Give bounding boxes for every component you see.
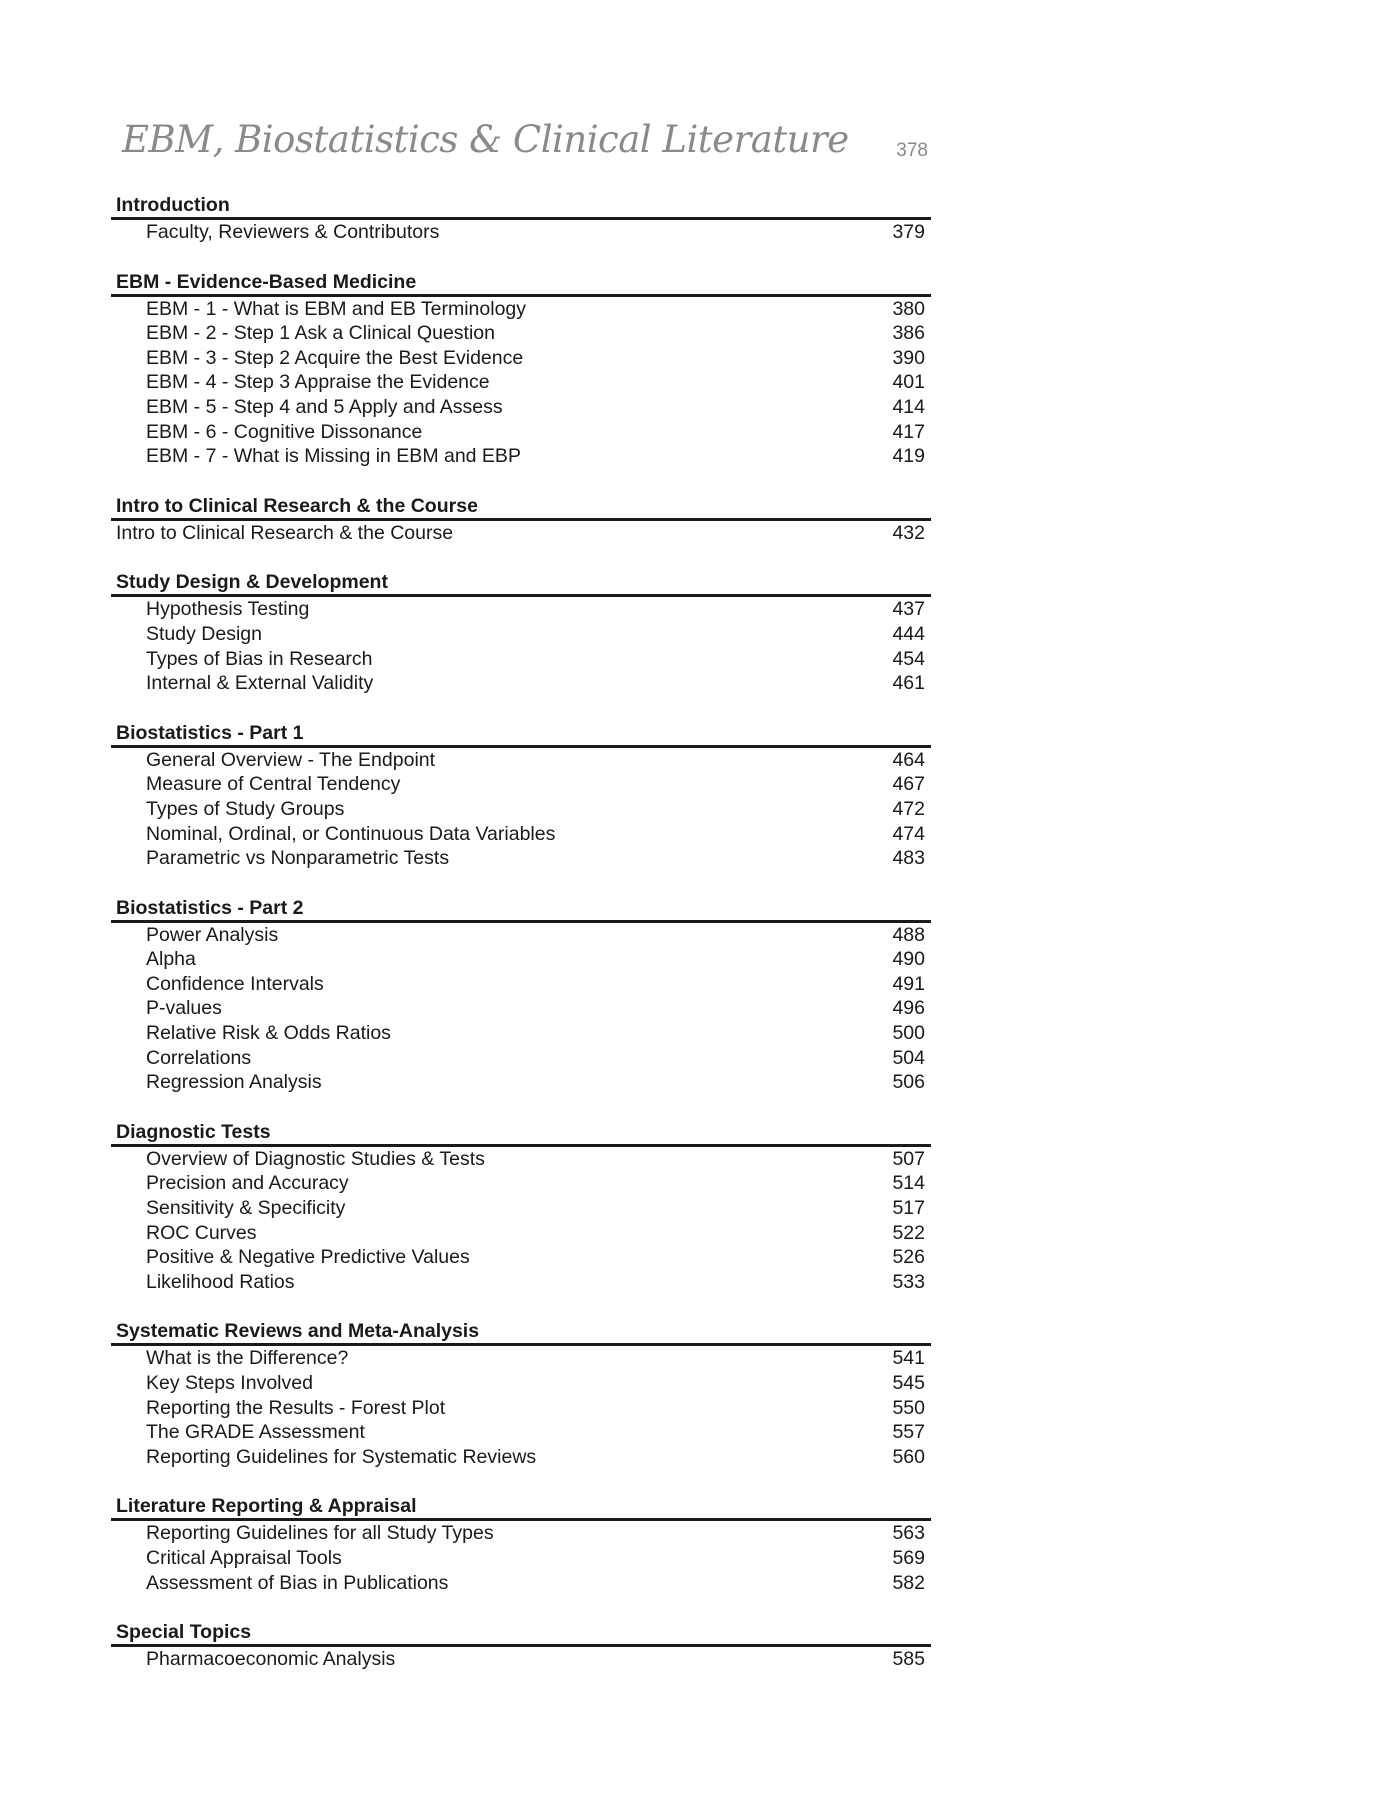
toc-entry-page: 386	[892, 322, 925, 345]
toc-entry-label: P-values	[146, 997, 222, 1020]
page-title: EBM, Biostatistics & Clinical Literature	[122, 118, 849, 161]
toc-entry-page: 432	[892, 521, 925, 544]
toc-entry[interactable]	[111, 444, 931, 469]
toc-entry-label: Sensitivity & Specificity	[146, 1197, 346, 1220]
toc-entry-page: 401	[892, 371, 925, 394]
toc-entry[interactable]	[111, 622, 931, 647]
toc-entry-page: 419	[892, 445, 925, 468]
toc-entry[interactable]	[111, 1245, 931, 1270]
toc-entry-page: 464	[892, 748, 925, 771]
toc-entry-label: Measure of Central Tendency	[146, 773, 401, 796]
toc-entry-page: 467	[892, 773, 925, 796]
toc-entry[interactable]	[111, 1171, 931, 1196]
toc-entry-label: Types of Bias in Research	[146, 647, 373, 670]
toc-entry-page: 557	[892, 1421, 925, 1444]
toc-entry-page: 550	[892, 1396, 925, 1419]
toc-entry-page: 500	[892, 1022, 925, 1045]
toc-entry-page: 461	[892, 672, 925, 695]
toc-entry-label: EBM - 7 - What is Missing in EBM and EBP	[146, 445, 521, 468]
toc-section	[111, 570, 931, 695]
toc-entry[interactable]	[111, 1147, 931, 1172]
toc-entry-page: 490	[892, 948, 925, 971]
toc-entry[interactable]	[111, 1346, 931, 1371]
toc-entry-page: 506	[892, 1071, 925, 1094]
toc-entry-label: EBM - 6 - Cognitive Dissonance	[146, 420, 423, 443]
toc-entry[interactable]	[111, 1070, 931, 1095]
toc-entry-label: Hypothesis Testing	[146, 598, 310, 621]
toc-entry[interactable]	[111, 1221, 931, 1246]
toc-entry-label: Power Analysis	[146, 923, 279, 946]
toc-entry[interactable]	[111, 420, 931, 445]
toc-entry-page: 569	[892, 1546, 925, 1569]
toc-entry-page: 380	[892, 297, 925, 320]
toc-entry[interactable]	[111, 597, 931, 622]
section-heading: Special Topics	[111, 1620, 931, 1647]
toc-entry-page: 379	[892, 221, 925, 243]
toc-section	[111, 1620, 931, 1672]
toc-entry-label: EBM - 3 - Step 2 Acquire the Best Evidence	[146, 346, 524, 369]
section-heading: Diagnostic Tests	[111, 1120, 931, 1147]
section-heading: EBM - Evidence-Based Medicine	[111, 270, 931, 297]
toc-section	[111, 1319, 931, 1469]
toc-entry-page: 488	[892, 923, 925, 946]
toc-entry-label: Regression Analysis	[146, 1071, 322, 1094]
toc-entry-page: 582	[892, 1571, 925, 1594]
toc-entry-page: 560	[892, 1445, 925, 1468]
toc-entry-page: 472	[892, 797, 925, 820]
toc-entry[interactable]	[111, 748, 931, 773]
toc-entry-label: Critical Appraisal Tools	[146, 1546, 342, 1569]
toc-entry-page: 504	[892, 1046, 925, 1069]
toc-entry-label: Confidence Intervals	[146, 972, 324, 995]
toc-entry-label: Faculty, Reviewers & Contributors	[146, 221, 440, 243]
toc-entry[interactable]	[111, 822, 931, 847]
toc-entry-page: 491	[892, 972, 925, 995]
toc-entry-page: 545	[892, 1372, 925, 1394]
toc-entry[interactable]	[111, 1196, 931, 1221]
toc-section	[111, 1120, 931, 1295]
toc-entry-label: EBM - 5 - Step 4 and 5 Apply and Assess	[146, 395, 503, 418]
toc-entry-page: 585	[892, 1648, 925, 1671]
toc-entry-label: Intro to Clinical Research & the Course	[116, 521, 454, 544]
toc-entry-page: 417	[892, 420, 925, 443]
section-heading: Biostatistics - Part 1	[111, 721, 931, 748]
toc-entry-label: Nominal, Ordinal, or Continuous Data Variables	[146, 822, 556, 845]
toc-entry[interactable]	[111, 321, 931, 346]
toc-entry-page: 444	[892, 622, 925, 645]
toc-entry[interactable]	[111, 647, 931, 672]
toc-entry-label: Likelihood Ratios	[146, 1270, 295, 1293]
toc-entry[interactable]	[111, 1546, 931, 1571]
toc-entry[interactable]	[111, 1396, 931, 1421]
toc-entry-label: Alpha	[146, 948, 196, 971]
table-of-contents	[111, 193, 931, 1697]
toc-entry-page: 522	[892, 1221, 925, 1244]
toc-entry-page: 507	[892, 1147, 925, 1170]
toc-section	[111, 896, 931, 1095]
toc-entry-label: General Overview - The Endpoint	[146, 748, 436, 771]
toc-entry-page: 474	[892, 822, 925, 845]
toc-entry-page: 414	[892, 395, 925, 418]
toc-entry-page: 496	[892, 997, 925, 1020]
toc-entry[interactable]	[111, 1420, 931, 1445]
toc-entry-label: What is the Difference?	[146, 1347, 349, 1370]
toc-entry[interactable]	[111, 1521, 931, 1546]
toc-entry-page: 454	[892, 647, 925, 670]
toc-entry[interactable]	[111, 297, 931, 322]
toc-entry[interactable]	[111, 996, 931, 1021]
toc-entry-label: Types of Study Groups	[146, 797, 345, 820]
toc-entry[interactable]	[111, 923, 931, 948]
page-number: 378	[896, 140, 928, 161]
toc-section	[111, 193, 931, 245]
toc-entry[interactable]	[111, 346, 931, 371]
section-heading: Intro to Clinical Research & the Course	[111, 494, 931, 521]
toc-section	[111, 494, 931, 546]
toc-entry[interactable]	[111, 1021, 931, 1046]
toc-entry-label: Parametric vs Nonparametric Tests	[146, 847, 450, 870]
section-heading: Systematic Reviews and Meta-Analysis	[111, 1319, 931, 1346]
toc-entry[interactable]	[111, 1571, 931, 1596]
toc-entry-page: 483	[892, 847, 925, 870]
toc-entry[interactable]	[111, 772, 931, 797]
toc-entry[interactable]	[111, 846, 931, 871]
toc-entry[interactable]	[111, 947, 931, 972]
toc-entry-label: Precision and Accuracy	[146, 1172, 349, 1195]
toc-entry-page: 526	[892, 1246, 925, 1269]
toc-entry[interactable]	[111, 220, 931, 245]
section-heading: Introduction	[111, 193, 931, 220]
toc-entry-label: EBM - 4 - Step 3 Appraise the Evidence	[146, 371, 490, 394]
toc-entry-label: EBM - 1 - What is EBM and EB Terminology	[146, 297, 527, 320]
toc-entry[interactable]	[111, 1046, 931, 1071]
section-heading: Biostatistics - Part 2	[111, 896, 931, 923]
toc-entry[interactable]	[111, 521, 931, 546]
toc-entry-label: Reporting the Results - Forest Plot	[146, 1396, 446, 1419]
toc-entry-page: 563	[892, 1522, 925, 1545]
toc-section	[111, 270, 931, 469]
toc-entry[interactable]	[111, 671, 931, 696]
toc-entry-label: Key Steps Involved	[146, 1372, 313, 1394]
toc-entry[interactable]	[111, 395, 931, 420]
page-header	[122, 118, 928, 174]
toc-entry-label: Correlations	[146, 1046, 252, 1069]
toc-section	[111, 1494, 931, 1595]
toc-entry-label: Reporting Guidelines for all Study Types	[146, 1522, 494, 1545]
section-heading: Study Design & Development	[111, 570, 931, 597]
toc-entry-page: 541	[892, 1347, 925, 1370]
toc-entry[interactable]	[111, 1270, 931, 1295]
toc-entry-label: Study Design	[146, 622, 262, 645]
toc-entry[interactable]	[111, 972, 931, 997]
toc-entry[interactable]	[111, 370, 931, 395]
toc-entry-label: The GRADE Assessment	[146, 1421, 365, 1444]
toc-entry[interactable]	[111, 1371, 931, 1396]
toc-entry-label: Reporting Guidelines for Systematic Reviews	[146, 1445, 537, 1468]
toc-entry-label: ROC Curves	[146, 1221, 257, 1244]
toc-entry[interactable]	[111, 1647, 931, 1672]
toc-section	[111, 721, 931, 871]
toc-entry-label: Assessment of Bias in Publications	[146, 1571, 449, 1594]
toc-entry-label: EBM - 2 - Step 1 Ask a Clinical Question	[146, 322, 495, 345]
toc-entry-label: Relative Risk & Odds Ratios	[146, 1022, 391, 1045]
toc-entry-label: Internal & External Validity	[146, 672, 374, 695]
toc-entry-label: Positive & Negative Predictive Values	[146, 1246, 470, 1269]
toc-entry-page: 390	[892, 346, 925, 369]
toc-entry-label: Overview of Diagnostic Studies & Tests	[146, 1147, 485, 1170]
toc-entry-page: 437	[892, 598, 925, 621]
toc-entry[interactable]	[111, 1445, 931, 1470]
toc-entry[interactable]	[111, 797, 931, 822]
toc-entry-label: Pharmacoeconomic Analysis	[146, 1648, 396, 1671]
toc-entry-page: 514	[892, 1172, 925, 1195]
toc-entry-page: 533	[892, 1270, 925, 1293]
section-heading: Literature Reporting & Appraisal	[111, 1494, 931, 1521]
toc-entry-page: 517	[892, 1197, 925, 1220]
